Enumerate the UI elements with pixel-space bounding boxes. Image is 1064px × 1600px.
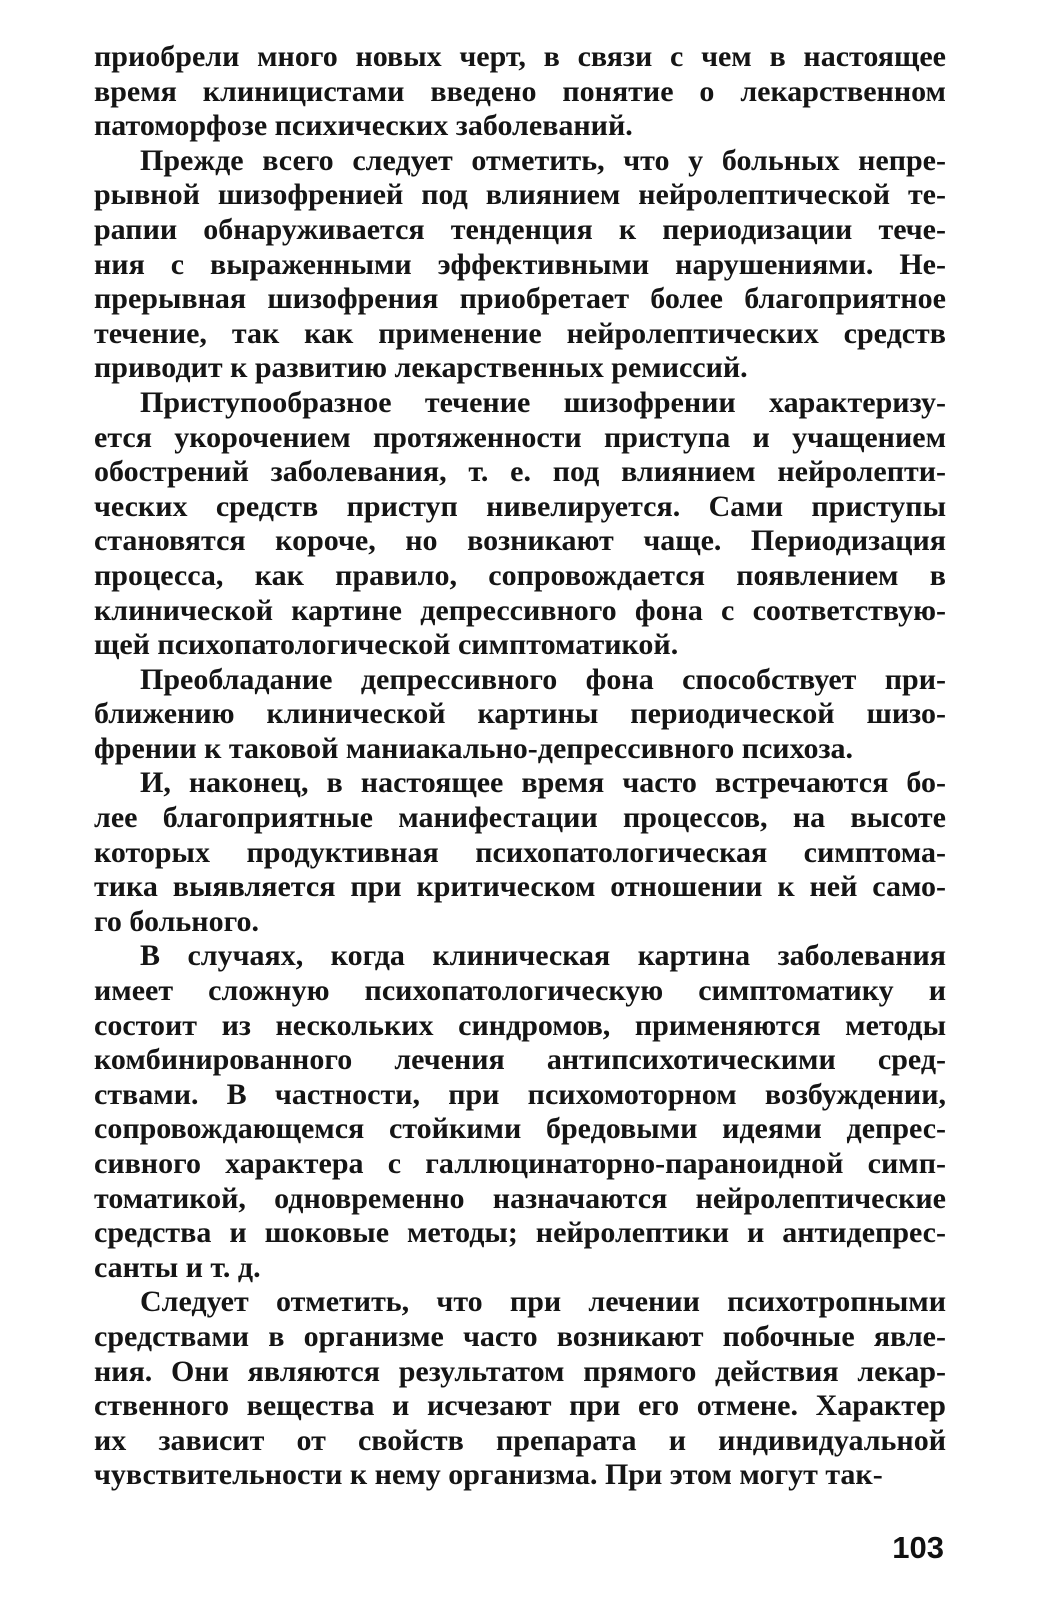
text-line: ближению клинической картины периодической шизо- <box>94 697 946 731</box>
text-line: приводит к развитию лекарственных ремиссий. <box>94 351 748 385</box>
text-line: ния. Они являются результатом прямого действия лекар- <box>94 1354 946 1388</box>
text-line: приобрели много новых черт, в связи с чем в настоящее <box>94 40 946 73</box>
text-line: время клиницистами введено понятие о лекарственном <box>94 74 946 108</box>
paragraph <box>94 40 946 144</box>
text-line: ческих средств приступ нивелируется. Сами приступы <box>94 489 946 523</box>
text-line: санты и т. д. <box>94 1250 261 1284</box>
paragraph <box>94 1285 946 1493</box>
paragraph <box>94 144 946 386</box>
text-line: становятся короче, но возникают чаще. Периодизация <box>94 524 946 558</box>
paragraph <box>94 663 946 767</box>
text-line: лее благоприятные манифестации процессов, на высоте <box>94 801 946 835</box>
text-line: состоит из нескольких синдромов, применяются методы <box>94 1008 946 1042</box>
text-line: патоморфозе психических заболеваний. <box>94 109 633 143</box>
text-line: го больного. <box>94 904 259 938</box>
text-line: щей психопатологической симптоматикой. <box>94 628 679 662</box>
text-line: Приступообразное течение шизофрении характеризу- <box>140 385 946 419</box>
text-line: Преобладание депрессивного фона способствует при- <box>140 662 946 696</box>
text-line: В случаях, когда клиническая картина заболевания <box>140 939 946 973</box>
text-line: И, наконец, в настоящее время часто встречаются бо- <box>140 766 946 800</box>
text-line: сивного характера с галлюцинаторно-параноидной симп- <box>94 1147 946 1180</box>
text-line: средствами в организме часто возникают побочные явле- <box>94 1319 946 1353</box>
paragraph <box>94 766 946 939</box>
text-line: рывной шизофренией под влиянием нейролептической те- <box>94 178 946 212</box>
text-line: Следует отметить, что при лечении психотропными <box>140 1285 946 1319</box>
text-line: которых продуктивная психопатологическая симптома- <box>94 835 946 869</box>
text-line: френии к таковой маниакально-депрессивного психоза. <box>94 731 854 765</box>
text-line: их зависит от свойств препарата и индивидуальной <box>94 1423 946 1457</box>
text-line: имеет сложную психопатологическую симптоматику и <box>94 974 946 1008</box>
text-line: ственного вещества и исчезают при его отмене. Характер <box>94 1389 946 1423</box>
text-line: томатикой, одновременно назначаются нейролептические <box>94 1181 946 1215</box>
text-line: чувствительности к нему организма. При этом могут так- <box>94 1458 883 1492</box>
text-line: течение, так как применение нейролептических средств <box>94 316 946 350</box>
page-number: 103 <box>892 1530 944 1565</box>
text-line: процесса, как правило, сопровождается появлением в <box>94 558 946 592</box>
text-line: обострений заболевания, т. е. под влиянием нейролепти- <box>94 455 946 489</box>
text-line: сопровождающемся стойкими бредовыми идеями депрес- <box>94 1112 946 1146</box>
text-line: ния с выраженными эффективными нарушениями. Не- <box>94 247 946 281</box>
text-line: клинической картине депрессивного фона с соответствую- <box>94 593 946 627</box>
paragraph <box>94 386 946 663</box>
text-line: прерывная шизофрения приобретает более благоприятное <box>94 282 946 316</box>
text-line: тика выявляется при критическом отношении к ней само- <box>94 870 946 904</box>
text-line: средства и шоковые методы; нейролептики и антидепрес- <box>94 1216 946 1250</box>
text-line: ется укорочением протяженности приступа и учащением <box>94 420 946 454</box>
text-line: ствами. В частности, при психомоторном возбуждении, <box>94 1077 946 1111</box>
paragraph <box>94 939 946 1285</box>
text-line: Прежде всего следует отметить, что у больных непре- <box>140 143 946 177</box>
text-line: рапии обнаруживается тенденция к периодизации тече- <box>94 212 946 246</box>
body-text <box>94 40 946 1493</box>
text-line: комбинированного лечения антипсихотическими сред- <box>94 1043 946 1077</box>
